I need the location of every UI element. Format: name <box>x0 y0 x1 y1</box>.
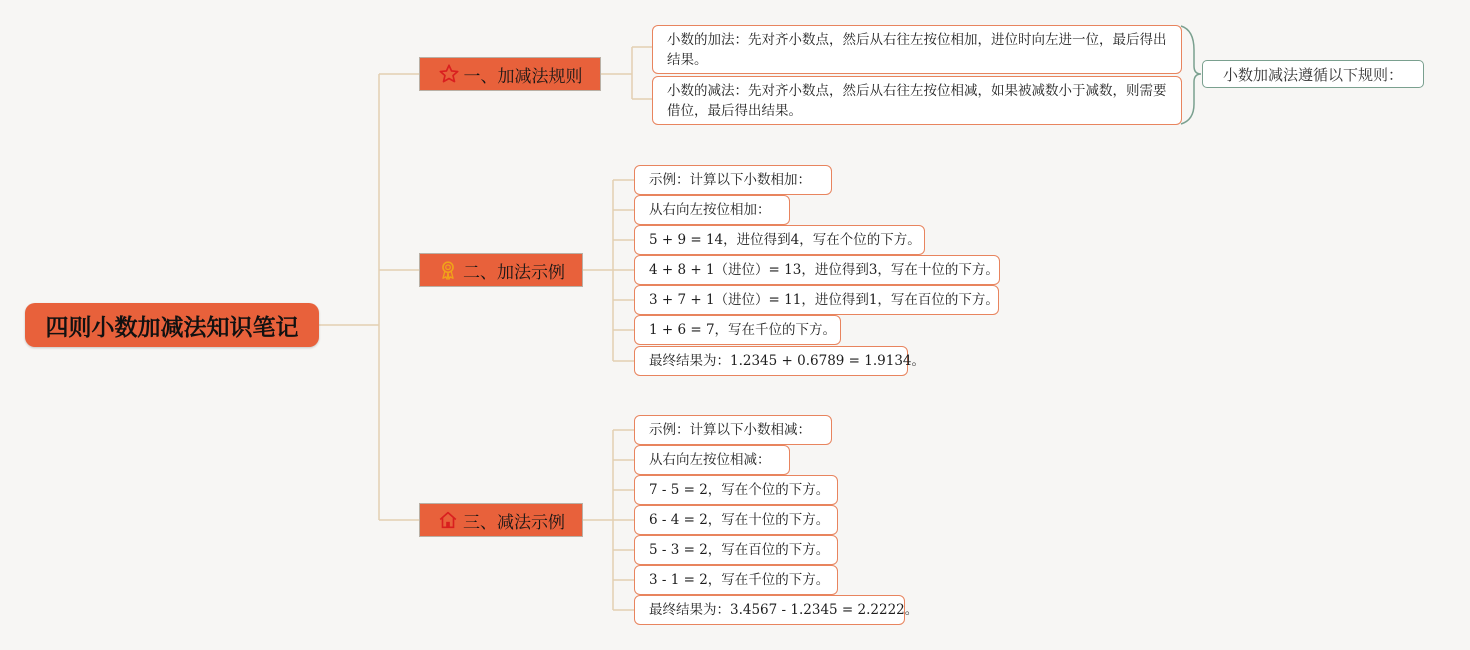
branch-label: 三、减法示例 <box>463 512 565 533</box>
summary-brace <box>1181 26 1201 124</box>
leaf-text: 5 - 3 = 2，写在百位的下方。 <box>649 542 830 558</box>
leaf-text: 7 - 5 = 2，写在个位的下方。 <box>649 482 830 498</box>
branch-rules[interactable] <box>419 57 601 91</box>
list-item[interactable] <box>634 565 838 595</box>
leaf-text: 最终结果为：1.2345 + 0.6789 = 1.9134。 <box>649 353 925 369</box>
leaf-text: 6 - 4 = 2，写在十位的下方。 <box>649 512 830 528</box>
summary-text: 小数加减法遵循以下规则： <box>1222 65 1403 84</box>
leaf-text: 4 + 8 + 1（进位）= 13，进位得到3，写在十位的下方。 <box>649 262 999 278</box>
leaf-text: 小数的加法：先对齐小数点，然后从右往左按位相加，进位时向左进一位，最后得出结果。 <box>667 32 1167 68</box>
leaf-text: 示例：计算以下小数相减： <box>649 422 811 438</box>
list-item[interactable] <box>634 445 790 475</box>
leaf-text: 3 + 7 + 1（进位）= 11，进位得到1，写在百位的下方。 <box>649 292 999 308</box>
branch-label: 二、加法示例 <box>463 262 565 283</box>
root-topic[interactable] <box>25 303 319 347</box>
list-item[interactable] <box>634 225 925 255</box>
list-item[interactable] <box>634 415 832 445</box>
leaf-text: 从右向左按位相减： <box>649 452 771 468</box>
leaf-text: 最终结果为：3.4567 - 1.2345 = 2.2222。 <box>649 602 919 618</box>
leaf-text: 从右向左按位相加： <box>649 202 771 218</box>
leaf-text: 示例：计算以下小数相加： <box>649 172 811 188</box>
summary-note[interactable] <box>1202 60 1424 88</box>
list-item[interactable] <box>634 195 790 225</box>
leaf-subtraction-rule[interactable] <box>652 76 1182 125</box>
list-item[interactable] <box>634 255 1000 285</box>
branch-subtraction-example[interactable] <box>419 503 583 537</box>
leaf-text: 5 + 9 = 14，进位得到4，写在个位的下方。 <box>649 232 921 248</box>
list-item[interactable] <box>634 535 838 565</box>
list-item[interactable] <box>634 285 999 315</box>
leaf-text: 3 - 1 = 2，写在千位的下方。 <box>649 572 830 588</box>
leaf-text: 1 + 6 = 7，写在千位的下方。 <box>649 322 837 338</box>
list-item[interactable] <box>634 346 925 376</box>
list-item[interactable] <box>634 505 838 535</box>
list-item[interactable] <box>634 315 841 345</box>
leaf-text: 小数的减法：先对齐小数点，然后从右往左按位相减，如果被减数小于减数，则需要借位，最后得出结果。 <box>667 83 1167 119</box>
leaf-addition-rule[interactable] <box>652 25 1182 74</box>
list-item[interactable] <box>634 475 838 505</box>
house-icon <box>437 509 459 531</box>
award-ribbon-icon <box>437 259 459 281</box>
branch-label: 一、加减法规则 <box>463 66 583 87</box>
list-item[interactable] <box>634 595 919 625</box>
star-icon <box>438 63 460 85</box>
root-title: 四则小数加减法知识笔记 <box>45 314 299 341</box>
branch-addition-example[interactable] <box>419 253 583 287</box>
list-item[interactable] <box>634 165 832 195</box>
